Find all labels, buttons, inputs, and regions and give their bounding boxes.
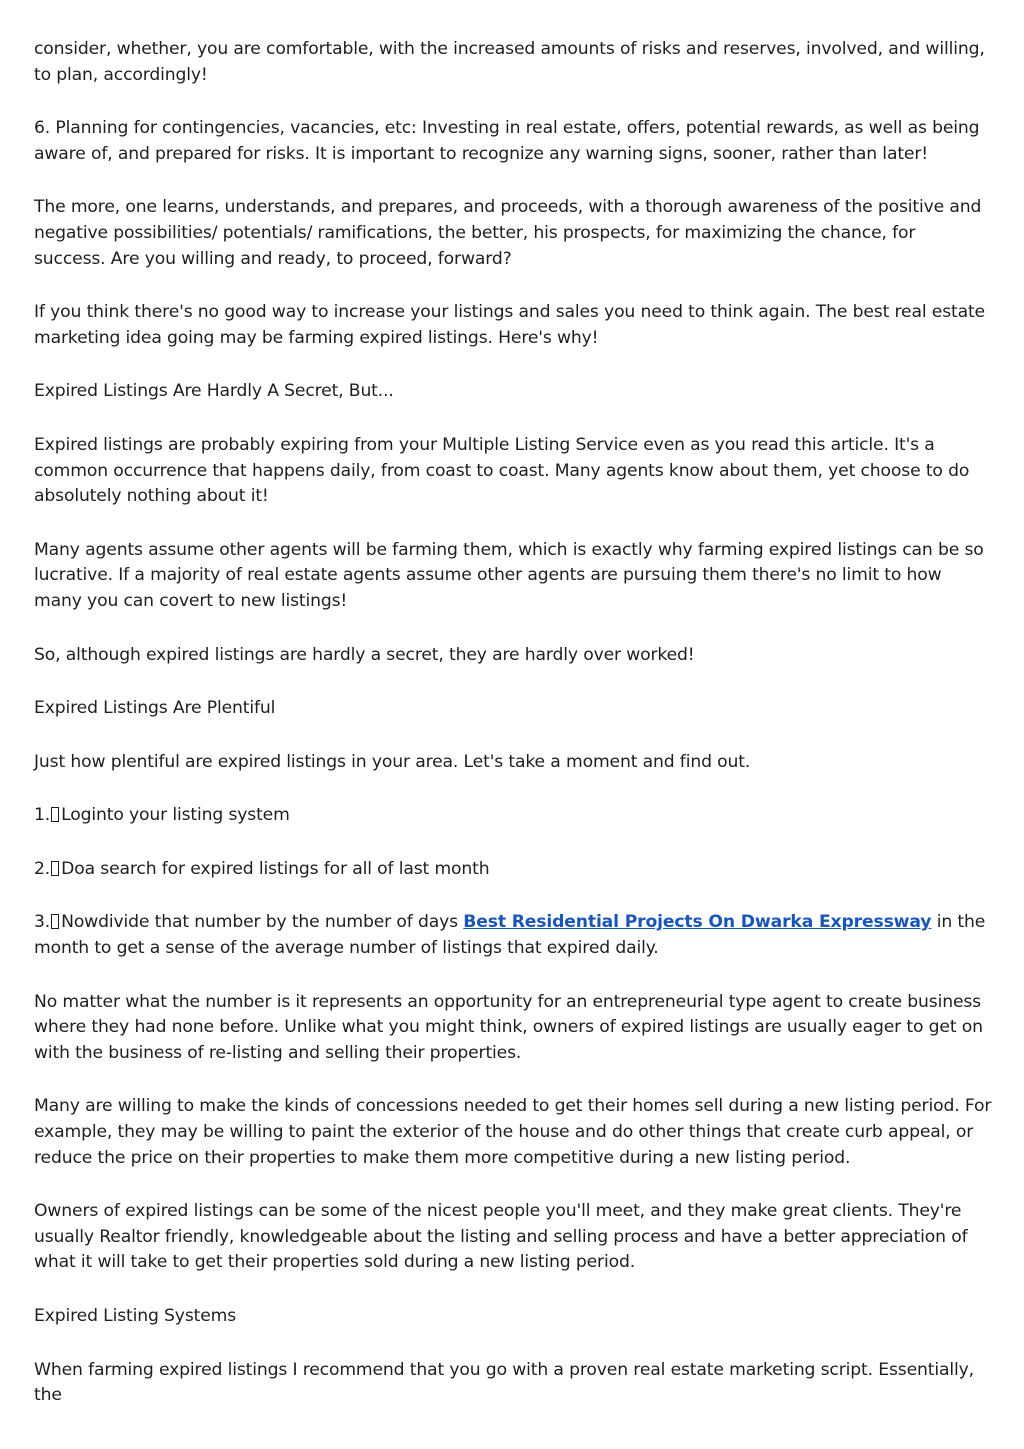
- section-heading: Expired Listings Are Hardly A Secret, But...: [34, 381, 394, 402]
- paragraph: 6. Planning for contingencies, vacancies, etc: Investing in real estate, offers, potential rewards, as well as being aware of, and prepared for risks. It is important to recognize any warning signs, sooner, rather than later!: [34, 118, 980, 164]
- residential-projects-link[interactable]: Best Residential Projects On Dwarka Expressway: [463, 912, 932, 933]
- document-body: [34, 37, 992, 1406]
- bullet-glyph-icon: [51, 807, 59, 822]
- paragraph: consider, whether, you are comfortable, with the increased amounts of risks and reserves, involved, and willing, to plan, accordingly!: [34, 39, 985, 85]
- paragraph: Many are willing to make the kinds of concessions needed to get their homes sell during a new listing period. For example, they may be willing to paint the exterior of the house and do other things that create curb appeal, or reduce the price on their properties to make them more competitive during a new listing period.: [34, 1096, 992, 1168]
- list-item: [34, 857, 992, 883]
- section-heading: Expired Listings Are Plentiful: [34, 698, 276, 719]
- list-item-text: a search for expired listings for all of last month: [84, 858, 490, 879]
- paragraph: Owners of expired listings can be some of the nicest people you'll meet, and they make great clients. They're usually Realtor friendly, knowledgeable about the listing and selling process and have a better appreciation of what it will take to get their properties sold during a new listing period.: [34, 1201, 968, 1273]
- list-item-number: 1.: [34, 805, 51, 826]
- list-item-number: 3.: [34, 912, 51, 933]
- paragraph: No matter what the number is it represents an opportunity for an entrepreneurial type agent to create business where they had none before. Unlike what you might think, owners of expired listings are usually eager to get on with the business of re-listing and selling their properties.: [34, 991, 983, 1063]
- paragraph: Many agents assume other agents will be farming them, which is exactly why farming expired listings can be so lucrative. If a majority of real estate agents assume other agents are pursuing them there's no limit to how many you can covert to new listings!: [34, 539, 984, 611]
- section-heading: Expired Listing Systems: [34, 1306, 237, 1326]
- paragraph: So, although expired listings are hardly a secret, they are hardly over worked!: [34, 644, 695, 665]
- bullet-glyph-icon: [51, 861, 59, 876]
- list-item: [34, 803, 992, 829]
- list-item-text: divide that number by the number of days: [98, 912, 458, 933]
- list-item-text: in the month to get a sense of the average number of listings that expired daily.: [34, 912, 986, 959]
- list-item-text: into your listing system: [91, 805, 290, 826]
- list-item: [34, 910, 992, 961]
- paragraph: Expired listings are probably expiring from your Multiple Listing Service even as you read this article. It's a common occurrence that happens daily, from coast to coast. Many agents know about them, yet choose to do absolutely nothing about it!: [34, 434, 970, 507]
- list-item-number: 2.: [34, 858, 51, 879]
- paragraph: If you think there's no good way to increase your listings and sales you need to think again. The best real estate marketing idea going may be farming expired listings. Here's why!: [34, 302, 985, 348]
- paragraph: Just how plentiful are expired listings in your area. Let's take a moment and find out.: [34, 751, 751, 772]
- list-item-lead: Now: [61, 912, 99, 933]
- paragraph: The more, one learns, understands, and prepares, and proceeds, with a thorough awareness of the positive and negative possibilities/ potentials/ ramifications, the better, his prospects, for maximizing the chance, for success. Are you willing and ready, to proceed, forward?: [34, 197, 982, 269]
- paragraph: When farming expired listings I recommend that you go with a proven real estate marketing script. Essentially, the: [34, 1359, 974, 1406]
- list-item-lead: Log: [61, 805, 92, 826]
- bullet-glyph-icon: [51, 914, 59, 929]
- list-item-lead: Do: [61, 858, 85, 879]
